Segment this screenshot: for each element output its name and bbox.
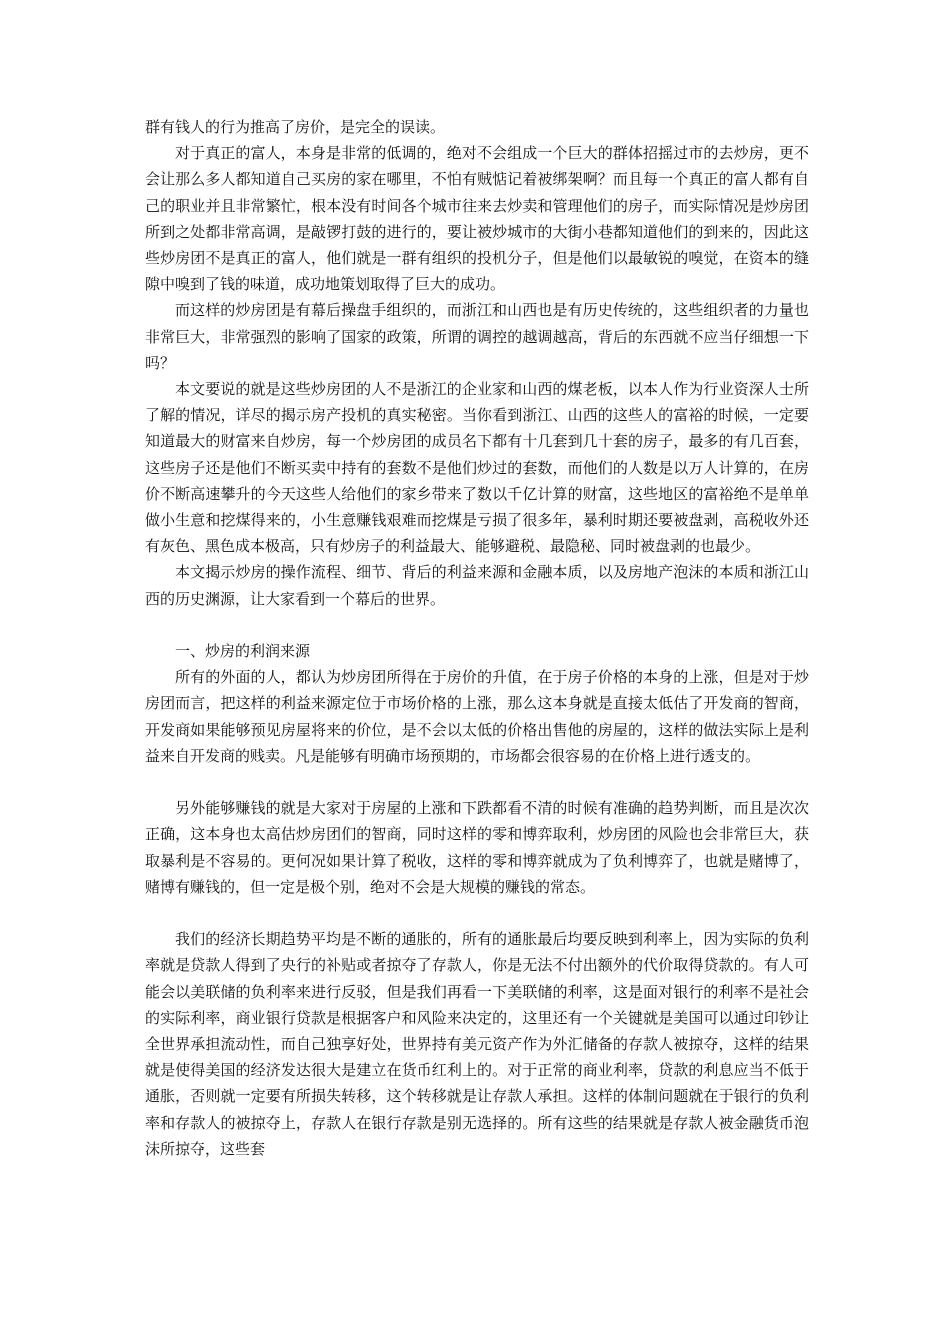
paragraph-article-reveal: 本文揭示炒房的操作流程、细节、背后的利益来源和金融本质，以及房地产泡沫的本质和浙江山西的历史渊源，让大家看到一个幕后的世界。 (145, 563, 809, 608)
paragraph-organizers: 而这样的炒房团是有幕后操盘手组织的，而浙江和山西也是有历史传统的，这些组织者的力量也非常巨大，非常强烈的影响了国家的政策，所谓的调控的越调越高，背后的东西就不应当仔细想一下吗？ (145, 301, 809, 372)
blank-line (145, 769, 809, 795)
paragraph-trend-judgement: 另外能够赚钱的就是大家对于房屋的上涨和下跌都看不清的时候有准确的趋势判断，而且是次次正确，这本身也太高估炒房团们的智商，同时这样的零和博弈取利，炒房团的风险也会非常巨大，获取暴利是不容易的。更何况如果计算了税收，这样的零和博弈就成为了负利博弈了，也就是赌博了，赌博有赚钱的，但一定是极个别，绝对不会是大规模的赚钱的常态。 (145, 799, 809, 896)
blank-line (145, 900, 809, 926)
paragraph-inflation: 我们的经济长期趋势平均是不断的通胀的，所有的通胀最后均要反映到利率上，因为实际的负利率就是贷款人得到了央行的补贴或者掠夺了存款人，你是无法不付出额外的代价取得贷款的。有人可能会以美联储的负利率来进行反驳，但是我们再看一下美联储的利率，这是面对银行的利率不是社会的实际利率，商业银行贷款是根据客户和风险来决定的，这里还有一个关键就是美国可以通过印钞让全世界承担流动性，而自己独享好处，世界持有美元资产作为外汇储备的存款人被掠夺，这样的结果就是使得美国的经济发达很大是建立在货币红利上的。对于正常的商业利率，贷款的利息应当不低于通胀，否则就一定要有所损失转移，这个转移就是让存款人承担。这样的体制问题就在于银行的负利率和存款人的被掠夺上，存款人在银行存款是别无选择的。所有这些的结果就是存款人被金融货币泡沫所掠夺，这些套 (145, 930, 809, 1158)
paragraph-profit-source: 所有的外面的人，都认为炒房团所得在于房价的升值，在于房子价格的本身的上涨，但是对于炒房团而言，把这样的利益来源定位于市场价格的上涨，那么这本身就是直接太低估了开发商的智商，开发商如果能够预见房屋将来的价位，是不会以太低的价格出售他的房屋的，这样的做法实际上是利益来自开发商的贱卖。凡是能够有明确市场预期的，市场都会很容易的在价格上进行透支的。 (145, 668, 809, 765)
paragraph-continuation: 群有钱人的行为推高了房价，是完全的误读。 (145, 118, 446, 136)
document-page (145, 114, 809, 1162)
paragraph-article-purpose: 本文要说的就是这些炒房团的人不是浙江的企业家和山西的煤老板，以本人作为行业资深人士所了解的情况，详尽的揭示房产投机的真实秘密。当你看到浙江、山西的这些人的富裕的时候，一定要知道最大的财富来自炒房，每一个炒房团的成员名下都有十几套到几十套的房子，最多的有几百套，这些房子还是他们不断买卖中持有的套数不是他们炒过的套数，而他们的人数是以万人计算的，在房价不断高速攀升的今天这些人给他们的家乡带来了数以千亿计算的财富，这些地区的富裕绝不是单单做小生意和挖煤得来的，小生意赚钱艰难而挖煤是亏损了很多年，暴利时期还要被盘剥，高税收外还有灰色、黑色成本极高，只有炒房子的利益最大、能够避税、最隐秘、同时被盘剥的也最少。 (145, 380, 809, 556)
blank-line (145, 612, 809, 638)
section-heading: 一、炒房的利润来源 (175, 642, 311, 661)
paragraph-rich-people: 对于真正的富人，本身是非常的低调的，绝对不会组成一个巨大的群体招摇过市的去炒房，更不会让那么多人都知道自己买房的家在哪里，不怕有贼惦记着被绑架啊？而且每一个真正的富人都有自己的职业并且非常繁忙，根本没有时间各个城市往来去炒卖和管理他们的房子，而实际情况是炒房团所到之处都非常高调，是敲锣打鼓的进行的，要让被炒城市的大街小巷都知道他们的到来的，因此这些炒房团不是真正的富人，他们就是一群有组织的投机分子，但是他们以最敏锐的嗅觉，在资本的缝隙中嗅到了钱的味道，成功地策划取得了巨大的成功。 (145, 144, 809, 294)
